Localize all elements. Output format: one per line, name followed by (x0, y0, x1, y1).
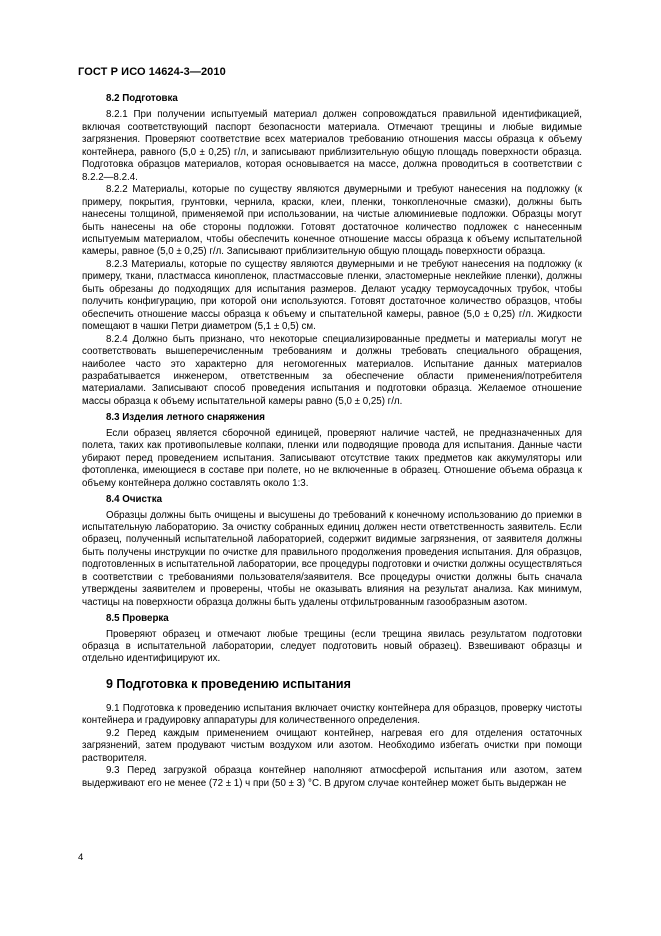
document-body (82, 93, 582, 790)
section-heading-8-2: 8.2 Подготовка (106, 93, 178, 104)
paragraph-9-2: 9.2 Перед каждым применением очищают контейнер, нагревая его для отделения остаточных загрязнений, затем продувают чистым воздухом или азотом. Необходимо избегать очистки при помощи растворителя. (82, 727, 582, 764)
section-heading-8-5: 8.5 Проверка (106, 613, 169, 625)
paragraph-8-2-4: 8.2.4 Должно быть признано, что некоторые специализированные предметы и материалы могут не соответствовать вышеперечисленным требованиям и должны требовать специального обращения, наиболее часто это характерно для негомогенных материалов. Испытание данных материалов разрабатывается инженером, ответственным за обеспечение области применения/потребителя материалами. Записывают способ проведения испытания и подготовки образца. Желаемое отношение массы образца к объему испытательной камеры равно (5,0 ± 0,25) г/л. (82, 333, 582, 407)
paragraph-8-2-3: 8.2.3 Материалы, которые по существу являются двумерными и не требуют нанесения на подложку (к примеру, ткани, пластмасса кинопленок, пластмассовые пленки, эластомерные неклейкие пленки), должны быть обрезаны до подходящих для испытания размеров. Делают усадку термоусадочных трубок, чтобы получить конфигурацию, при которой они используются. Готовят достаточное количество образцов, чтобы обеспечить отношение массы образца к объему и спытательной камеры, равное (5,0 ± 0,25) г/л. Жидкости помещают в чашки Петри диаметром (5,1 ± 0,5) см. (82, 258, 582, 333)
page-number: 4 (78, 852, 84, 863)
section-heading-9: 9 Подготовка к проведению испытания (106, 676, 351, 691)
paragraph-9-1: 9.1 Подготовка к проведению испытания включает очистку контейнера для образцов, проверку чистоты контейнера и градуировку аппаратуры для количественного определения. (82, 702, 582, 727)
paragraph-8-5: Проверяют образец и отмечают любые трещины (если трещина явилась результатом подготовки образца в испытательной лаборатории, следует подготовить новый образец). Взвешивают образцы и отдельно идентифицируют их. (82, 628, 582, 665)
section-heading-8-3: 8.3 Изделия летного снаряжения (106, 412, 265, 424)
paragraph-8-4: Образцы должны быть очищены и высушены до требований к конечному использованию до приемки в испытательную лабораторию. За очистку собранных единиц должен нести ответственность заявитель. Если образец, полученный испытательной лабораторией, содержит видимые загрязнения, от заявителя должны быть получены инструкции по очистке для правильного продолжения проведения испытания. Для образцов, подготовленных в испытательной лаборатории, все процедуры подготовки и очистки должны осуществляться в соответствии с требованиями пользователя/заявителя. Все процедуры очистки должны быть сначала утверждены заявителем и проверены, чтобы не оказывать влияния на результат анализа. Как минимум, частицы на поверхности образца должны быть удалены отфильтрованным газообразным азотом. (82, 509, 582, 608)
paragraph-8-3: Если образец является сборочной единицей, проверяют наличие частей, не предназначенных для полета, таких как противопылевые колпаки, пленки или подводящие провода для испытания. Данные части убирают перед проведением испытания. Записывают отсутствие таких предметов как аккумуляторы или фотопленка, имеющиеся в составе при полете, но не включенные в образец. Отношение объема образца к объему контейнера должно составлять около 1:3. (82, 427, 582, 489)
document-header: ГОСТ Р ИСО 14624-3—2010 (78, 66, 226, 78)
paragraph-8-2-1: 8.2.1 При получении испытуемый материал должен сопровождаться правильной идентификацией, включая соответствующий паспорт безопасности материала. Отмечают трещины и любые видимые загрязнения. Проверяют соответствие всех материалов требованию отношения массы образца к объему контейнера, равного (5,0 ± 0,25) г/л, и записывают приблизительную общую площадь поверхности образца. Подготовка образцов материалов, которая основывается на массе, должна проводиться в соответствии с 8.2.2—8.2.4. (82, 109, 582, 183)
paragraph-9-3: 9.3 Перед загрузкой образца контейнер наполняют атмосферой испытания или азотом, затем выдерживают его не менее (72 ± 1) ч при (50 ± 3) °С. В другом случае контейнер может быть выдержан не (82, 765, 582, 789)
section-heading-8-4: 8.4 Очистка (106, 494, 163, 506)
paragraph-8-2-2: 8.2.2 Материалы, которые по существу являются двумерными и требуют нанесения на подложку (к примеру, покрытия, грунтовки, чернила, краски, клеи, пленки, тонкопленочные смазки), должны быть нанесены толщиной, применяемой при использовании, на чистые алюминиевые подложки. Образцы могут быть нанесены на обе стороны подложки. Готовят достаточное количество подложек с нанесенным испытуемым материалом, чтобы обеспечить конечное отношение массы образца к объему испытательной камеры, равное (5,0 ± 0,25) г/л. Записывают приблизительную общую площадь поверхности образца. (82, 184, 582, 258)
